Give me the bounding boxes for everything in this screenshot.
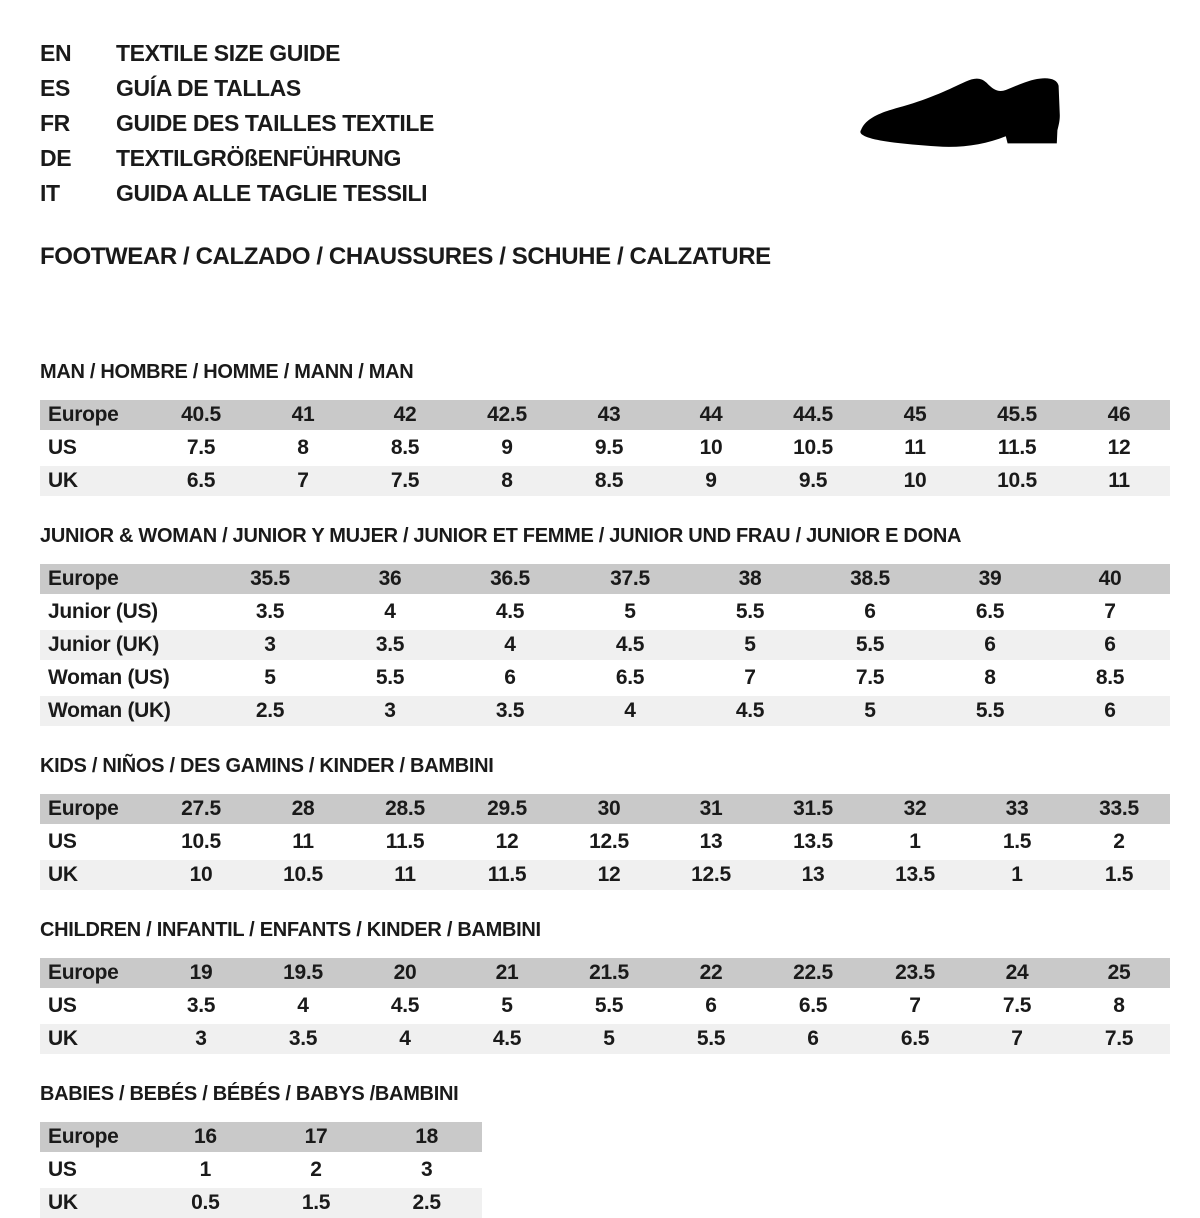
size-table-kids: [40, 794, 1170, 890]
size-value: 13: [801, 863, 825, 886]
size-row: [40, 1122, 482, 1152]
size-row: [40, 400, 1170, 430]
row-label: Junior (UK): [48, 633, 160, 656]
size-value: 7.5: [855, 666, 885, 689]
size-row: [40, 794, 1170, 824]
size-value: 2.5: [412, 1191, 441, 1214]
size-value: 7: [744, 666, 756, 689]
size-section-children: [40, 920, 1170, 1054]
size-value: 27.5: [181, 797, 221, 820]
size-value: 9: [501, 436, 513, 459]
language-code: EN: [40, 40, 72, 66]
row-label: US: [48, 1158, 77, 1181]
size-value: 29.5: [487, 797, 527, 820]
size-value: 36.5: [490, 567, 530, 590]
size-value: 12: [1107, 436, 1131, 459]
size-value: 1.5: [1104, 863, 1134, 886]
category-heading: FOOTWEAR / CALZADO / CHAUSSURES / SCHUHE / CALZATURE: [40, 243, 771, 270]
size-value: 7: [909, 994, 921, 1017]
size-value: 23.5: [895, 961, 935, 984]
row-label: Woman (UK): [48, 699, 171, 722]
size-value: 41: [291, 403, 315, 426]
size-value: 46: [1107, 403, 1131, 426]
size-value: 1.5: [1002, 830, 1032, 853]
row-label: Europe: [48, 1125, 119, 1148]
size-value: 4.5: [495, 600, 525, 623]
size-value: 3.5: [186, 994, 216, 1017]
size-value: 9.5: [594, 436, 624, 459]
size-value: 0.5: [191, 1191, 220, 1214]
size-value: 6: [1104, 699, 1116, 722]
size-value: 13.5: [793, 830, 833, 853]
size-row: [40, 860, 1170, 890]
row-label: US: [48, 994, 77, 1017]
size-value: 35.5: [250, 567, 290, 590]
size-value: 6: [504, 666, 516, 689]
size-value: 11.5: [487, 863, 527, 886]
size-value: 33: [1005, 797, 1029, 820]
size-value: 4: [504, 633, 516, 656]
row-label: UK: [48, 863, 78, 886]
size-value: 11.5: [385, 830, 425, 853]
size-table-children: [40, 958, 1170, 1054]
size-value: 11.5: [997, 436, 1037, 459]
size-value: 20: [393, 961, 417, 984]
size-value: 5.5: [594, 994, 624, 1017]
section-title: JUNIOR & WOMAN / JUNIOR Y MUJER / JUNIOR ET FEMME / JUNIOR UND FRAU / JUNIOR E DONA: [40, 525, 962, 547]
size-value: 7: [297, 469, 309, 492]
size-value: 25: [1107, 961, 1131, 984]
shoe-icon: [806, 60, 1142, 192]
size-value: 44: [699, 403, 723, 426]
size-value: 10.5: [997, 469, 1037, 492]
size-value: 1: [909, 830, 921, 853]
size-value: 21.5: [589, 961, 629, 984]
size-value: 5: [603, 1027, 615, 1050]
size-value: 5.5: [975, 699, 1005, 722]
section-title: BABIES / BEBÉS / BÉBÉS / BABYS /BAMBINI: [40, 1083, 459, 1105]
size-value: 8.5: [390, 436, 420, 459]
size-value: 1.5: [301, 1191, 331, 1214]
size-value: 6.5: [900, 1027, 930, 1050]
size-row: [40, 1155, 482, 1185]
size-value: 42: [393, 403, 417, 426]
size-value: 43: [597, 403, 621, 426]
size-value: 10: [699, 436, 723, 459]
size-value: 3: [195, 1027, 207, 1050]
size-value: 12: [495, 830, 519, 853]
size-row: [40, 991, 1170, 1021]
size-value: 6: [705, 994, 717, 1017]
size-value: 38: [738, 567, 762, 590]
size-value: 13.5: [895, 863, 935, 886]
guide-title: GUÍA DE TALLAS: [116, 75, 301, 101]
size-value: 7: [1011, 1027, 1023, 1050]
size-value: 19.5: [283, 961, 323, 984]
size-table-babies: [40, 1122, 482, 1218]
size-table-man: [40, 400, 1170, 496]
size-row: [40, 597, 1170, 627]
size-value: 10: [189, 863, 213, 886]
size-value: 5: [624, 600, 636, 623]
size-value: 4.5: [390, 994, 420, 1017]
size-value: 2.5: [255, 699, 285, 722]
size-tables: [0, 362, 1200, 1218]
size-value: 33.5: [1099, 797, 1139, 820]
size-value: 2: [310, 1158, 322, 1181]
size-value: 28: [291, 797, 315, 820]
size-value: 5.5: [696, 1027, 726, 1050]
size-value: 16: [193, 1125, 217, 1148]
size-value: 3.5: [288, 1027, 318, 1050]
size-value: 5: [264, 666, 276, 689]
size-value: 42.5: [487, 403, 527, 426]
guide-title: GUIDE DES TAILLES TEXTILE: [116, 110, 434, 136]
language-code: DE: [40, 145, 72, 171]
size-value: 5.5: [735, 600, 765, 623]
size-value: 9.5: [798, 469, 828, 492]
size-value: 10: [903, 469, 927, 492]
size-value: 3: [384, 699, 396, 722]
size-value: 6.5: [975, 600, 1005, 623]
row-label: Junior (US): [48, 600, 158, 623]
size-value: 9: [705, 469, 717, 492]
size-value: 12: [597, 863, 621, 886]
size-value: 31.5: [793, 797, 833, 820]
language-code: ES: [40, 75, 70, 101]
size-value: 4.5: [615, 633, 645, 656]
size-value: 6: [864, 600, 876, 623]
size-value: 11: [292, 830, 314, 853]
size-value: 30: [597, 797, 621, 820]
size-value: 45.5: [997, 403, 1037, 426]
row-label: UK: [48, 1027, 78, 1050]
size-value: 3.5: [495, 699, 525, 722]
size-value: 12.5: [589, 830, 629, 853]
size-value: 10.5: [181, 830, 221, 853]
size-value: 11: [1108, 469, 1130, 492]
language-code: IT: [40, 180, 60, 206]
size-table-junior-woman: [40, 564, 1170, 726]
size-value: 39: [978, 567, 1002, 590]
size-section-babies: [40, 1084, 1170, 1218]
size-value: 22.5: [793, 961, 833, 984]
size-value: 12.5: [691, 863, 731, 886]
size-value: 40: [1098, 567, 1122, 590]
row-label: Europe: [48, 403, 119, 426]
size-value: 5: [501, 994, 513, 1017]
section-title: CHILDREN / INFANTIL / ENFANTS / KINDER / BAMBINI: [40, 919, 541, 941]
guide-title: TEXTILGRÖßENFÜHRUNG: [116, 145, 401, 171]
size-row: [40, 958, 1170, 988]
size-value: 22: [699, 961, 723, 984]
size-row: [40, 1188, 482, 1218]
size-value: 4.5: [735, 699, 765, 722]
size-value: 18: [415, 1125, 439, 1148]
size-value: 21: [495, 961, 519, 984]
size-row: [40, 1024, 1170, 1054]
size-value: 6.5: [615, 666, 645, 689]
size-value: 5: [864, 699, 876, 722]
size-value: 1: [1011, 863, 1023, 886]
guide-title: TEXTILE SIZE GUIDE: [116, 40, 341, 66]
size-value: 28.5: [385, 797, 425, 820]
size-value: 40.5: [181, 403, 221, 426]
size-value: 4: [399, 1027, 411, 1050]
size-value: 4: [624, 699, 636, 722]
size-value: 10.5: [793, 436, 833, 459]
size-value: 6: [1104, 633, 1116, 656]
size-value: 17: [304, 1125, 328, 1148]
size-value: 8: [297, 436, 309, 459]
size-value: 7.5: [186, 436, 216, 459]
size-value: 4: [384, 600, 396, 623]
size-row: [40, 827, 1170, 857]
size-value: 7: [1104, 600, 1116, 623]
section-title: KIDS / NIÑOS / DES GAMINS / KINDER / BAMBINI: [40, 755, 494, 777]
size-value: 10.5: [283, 863, 323, 886]
size-section-junior-woman: [40, 526, 1170, 726]
size-value: 7.5: [1002, 994, 1032, 1017]
size-value: 3.5: [255, 600, 285, 623]
size-value: 3: [264, 633, 276, 656]
size-section-kids: [40, 756, 1170, 890]
size-value: 3: [420, 1158, 433, 1181]
row-label: UK: [48, 1191, 78, 1214]
size-value: 3.5: [375, 633, 405, 656]
size-row: [40, 564, 1170, 594]
size-value: 5: [744, 633, 756, 656]
size-value: 44.5: [793, 403, 833, 426]
size-value: 11: [394, 863, 416, 886]
guide-title: GUIDA ALLE TAGLIE TESSILI: [116, 180, 428, 206]
size-value: 4.5: [492, 1027, 522, 1050]
size-value: 2: [1113, 830, 1125, 853]
size-value: 8: [501, 469, 513, 492]
row-label: Europe: [48, 961, 119, 984]
size-value: 31: [699, 797, 723, 820]
language-code: FR: [40, 110, 70, 136]
size-value: 8.5: [594, 469, 624, 492]
size-value: 7.5: [390, 469, 420, 492]
size-value: 37.5: [610, 567, 650, 590]
size-value: 6.5: [186, 469, 216, 492]
row-label: US: [48, 830, 77, 853]
size-row: [40, 663, 1170, 693]
row-label: US: [48, 436, 77, 459]
size-row: [40, 466, 1170, 496]
size-value: 6: [807, 1027, 819, 1050]
size-row: [40, 433, 1170, 463]
size-value: 45: [903, 403, 927, 426]
size-row: [40, 696, 1170, 726]
size-value: 8: [1113, 994, 1125, 1017]
size-value: 5.5: [855, 633, 885, 656]
size-value: 13: [699, 830, 723, 853]
row-label: Europe: [48, 567, 119, 590]
size-section-man: [40, 362, 1170, 496]
size-value: 6: [984, 633, 996, 656]
size-value: 38.5: [850, 567, 890, 590]
size-value: 11: [904, 436, 926, 459]
size-value: 8: [984, 666, 996, 689]
row-label: UK: [48, 469, 78, 492]
row-label: Woman (US): [48, 666, 170, 689]
size-value: 19: [189, 961, 213, 984]
section-title: MAN / HOMBRE / HOMME / MANN / MAN: [40, 361, 414, 383]
size-value: 5.5: [375, 666, 405, 689]
size-value: 7.5: [1104, 1027, 1134, 1050]
row-label: Europe: [48, 797, 119, 820]
size-value: 32: [903, 797, 927, 820]
size-value: 8.5: [1095, 666, 1125, 689]
size-value: 1: [199, 1158, 212, 1181]
size-value: 36: [378, 567, 402, 590]
size-value: 6.5: [798, 994, 828, 1017]
size-value: 4: [297, 994, 309, 1017]
size-row: [40, 630, 1170, 660]
size-value: 24: [1005, 961, 1029, 984]
